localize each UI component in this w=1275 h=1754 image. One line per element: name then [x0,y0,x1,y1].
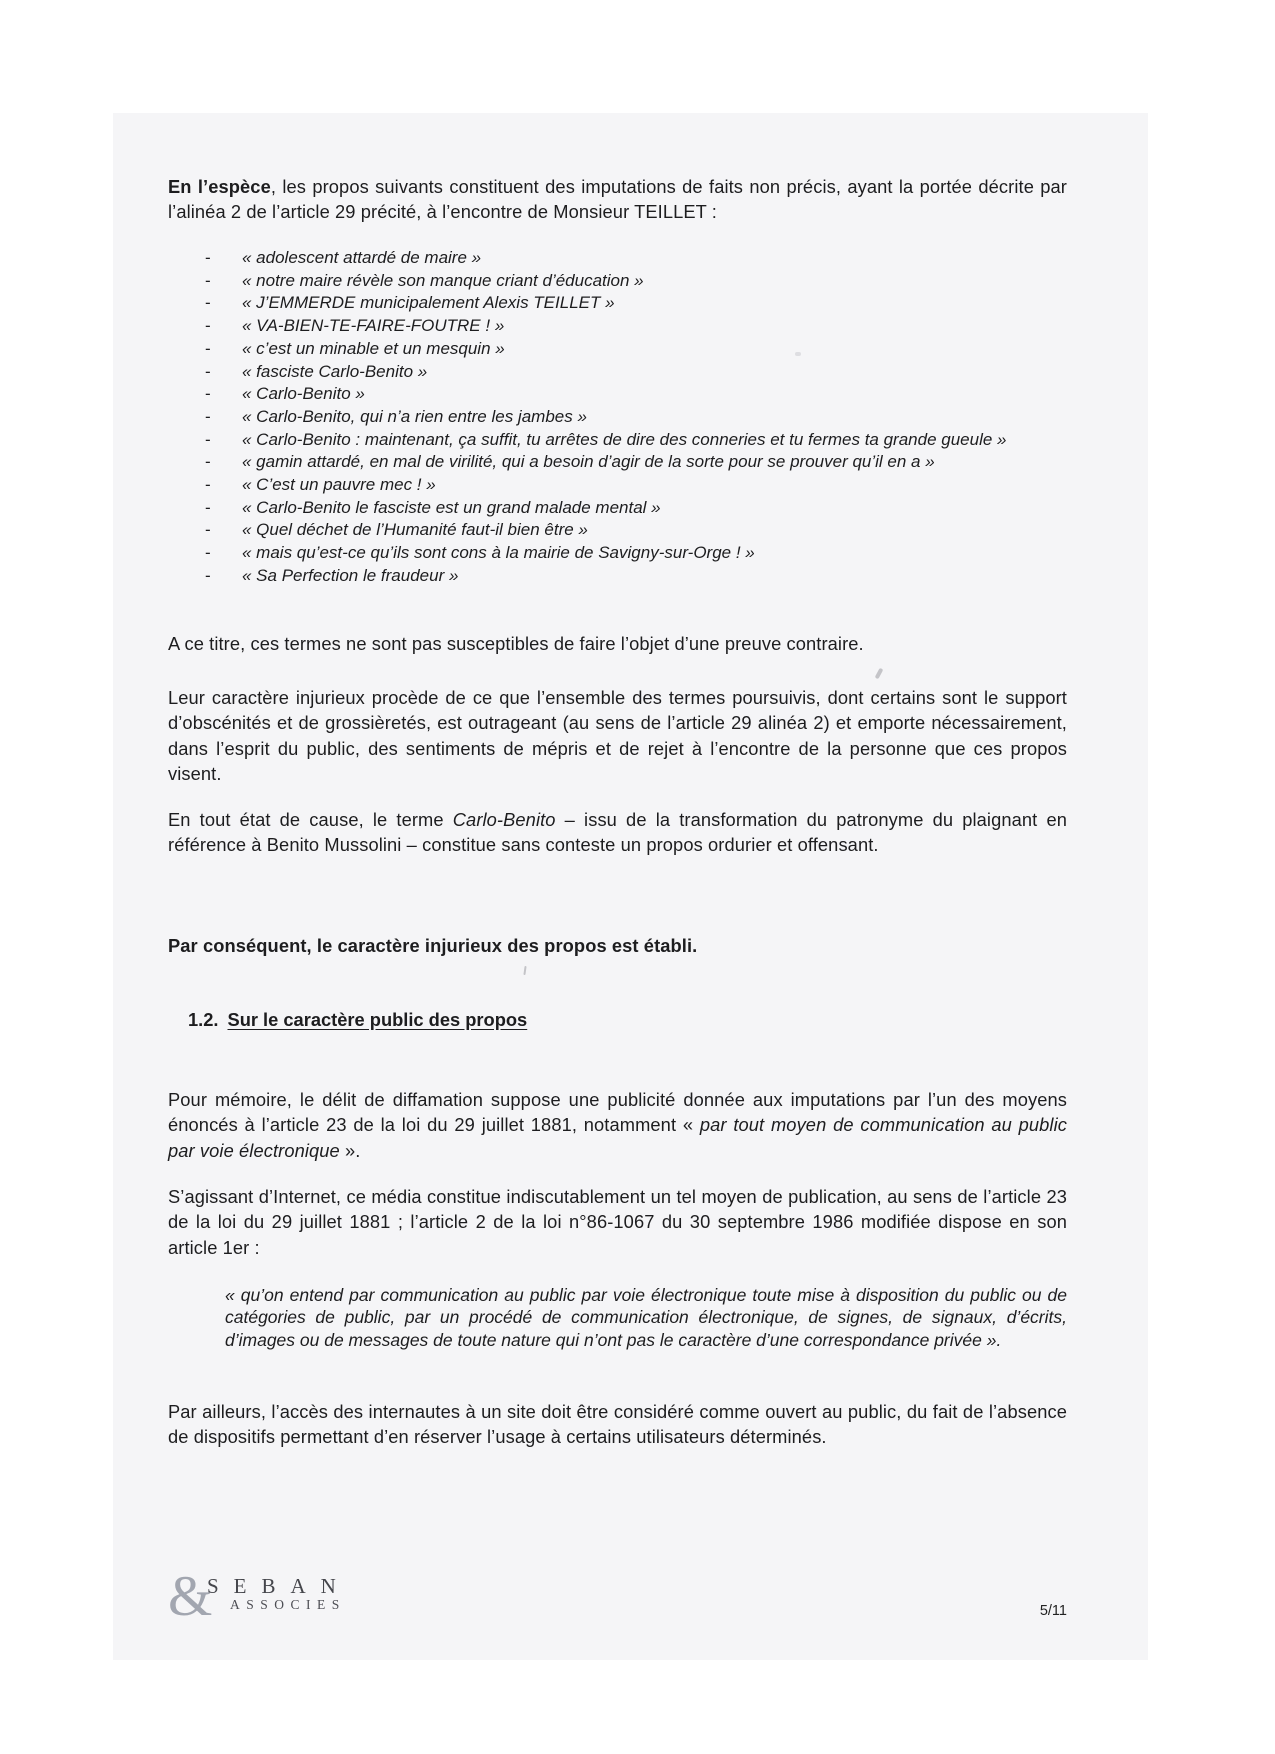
intro-bold-lead: En l’espèce [168,176,271,197]
paragraph-intro [168,174,1067,225]
quote-text: « gamin attardé, en mal de virilité, qui a besoin d’agir de la sorte pour se prouver qu’il en a » [242,452,935,472]
list-dash-marker: - [205,406,211,426]
quote-text: « Carlo-Benito le fasciste est un grand malade mental » [242,497,661,517]
paragraph-carlo-benito [168,807,1067,858]
paragraph-acces-internautes: Par ailleurs, l’accès des internautes à un site doit être considéré comme ouvert au public, du fait de l’absence de dispositifs permettant d’en réserver l’usage à certains utilisateurs déterminés. [168,1401,1067,1448]
quote-text: « c’est un minable et un mesquin » [242,338,505,358]
list-dash-marker: - [205,384,211,404]
quote-text: « C’est un pauvre mec ! » [242,475,436,495]
list-dash-marker: - [205,497,211,517]
list-item [205,497,1067,520]
list-dash-marker: - [205,338,211,358]
page-number: 5/11 [1039,1603,1067,1619]
legal-block-quote: « qu’on entend par communication au public par voie électronique toute mise à disposition du public ou de catégories de public, par un procédé de communication électronique, de signes, de signaux, d’écrits, d’images ou de messages de toute nature qui n’ont pas le caractère d’une correspondance privée ». [225,1285,1067,1350]
p6-pre: Pour mémoire, le délit de diffamation suppose une publicité donnée aux imputations par l’un des moyens énoncés à l’article 23 de la loi du 29 juillet 1881, notamment « [168,1089,1067,1136]
p4-pre: En tout état de cause, le terme [168,809,453,830]
list-dash-marker: - [205,429,211,449]
list-item [205,292,1067,315]
quote-text: « Quel déchet de l’Humanité faut-il bien être » [242,520,588,540]
quote-text: « J’EMMERDE municipalement Alexis TEILLET » [242,293,615,313]
section-title: Sur le caractère public des propos [227,1009,528,1030]
list-dash-marker: - [205,543,211,563]
list-item [205,429,1067,452]
list-item [205,315,1067,338]
list-dash-marker: - [205,361,211,381]
list-item [205,361,1067,384]
list-dash-marker: - [205,565,211,585]
paragraph-pour-memoire [168,1087,1067,1163]
paragraph-preuve: A ce titre, ces termes ne sont pas susceptibles de faire l’objet d’une preuve contraire. [168,633,864,654]
list-dash-marker: - [205,293,211,313]
quote-text: « VA-BIEN-TE-FAIRE-FOUTRE ! » [242,316,505,336]
logo-firm-name: SEBAN [207,1574,351,1598]
quote-text: « mais qu’est-ce qu’ils sont cons à la mairie de Savigny-sur-Orge ! » [242,543,755,563]
paragraph-caractere-injurieux: Leur caractère injurieux procède de ce que l’ensemble des termes poursuivis, dont certains sont le support d’obscénités et de grossièretés, est outrageant (au sens de l’article 29 alinéa 2) et emporte nécessairement, dans l’esprit du public, des sentiments de mépris et de rejet à l’encontre de la personne que ces propos visent. [168,687,1067,785]
list-item [205,565,1067,588]
section-heading-1-2 [188,1009,527,1031]
quote-text: « fasciste Carlo-Benito » [242,361,428,381]
section-number: 1.2. [188,1009,219,1030]
list-item [205,247,1067,270]
seban-associes-logo [168,1565,388,1628]
list-item [205,451,1067,474]
list-item [205,542,1067,565]
list-dash-marker: - [205,248,211,267]
list-item [205,383,1067,406]
scan-artifact [795,352,801,356]
quoted-statements-list [205,247,1067,588]
quote-text: « notre maire révèle son manque criant d’éducation » [242,270,644,290]
list-dash-marker: - [205,475,211,495]
quote-text: « adolescent attardé de maire » [242,248,482,267]
list-dash-marker: - [205,316,211,336]
list-dash-marker: - [205,520,211,540]
quote-text: « Carlo-Benito, qui n’a rien entre les jambes » [242,406,587,426]
list-item [205,270,1067,293]
logo-firm-subname: ASSOCIES [230,1597,346,1612]
intro-text: , les propos suivants constituent des imputations de faits non précis, ayant la portée décrite par l’alinéa 2 de l’article 29 précité, à l’encontre de Monsieur TEILLET : [168,176,1067,223]
p4-term-italic: Carlo-Benito [452,809,556,830]
p4-post: – issu de la transformation du patronyme du plaignant en référence à Benito Mussolini – constitue sans conteste un propos ordurier et offensant. [168,809,1067,856]
list-item [205,474,1067,497]
conclusion-statement: Par conséquent, le caractère injurieux des propos est établi. [168,935,698,956]
quote-text: « Carlo-Benito : maintenant, ça suffit, tu arrêtes de dire des conneries et tu fermes ta grande gueule » [242,429,1007,449]
list-item [205,406,1067,429]
p6-citation-italic: par tout moyen de communication au public par voie électronique [168,1114,1067,1161]
list-dash-marker: - [205,270,211,290]
quote-text: « Sa Perfection le fraudeur » [242,565,459,585]
list-dash-marker: - [205,452,211,472]
p6-post: ». [339,1139,361,1161]
logo-ampersand-icon: & [168,1565,213,1628]
paragraph-internet: S’agissant d’Internet, ce média constitue indiscutablement un tel moyen de publication, au sens de l’article 23 de la loi du 29 juillet 1881 ; l’article 2 de la loi n°86-1067 du 30 septembre 1986 modifiée dispose en son article 1er : [168,1186,1067,1258]
list-item [205,338,1067,361]
quote-text: « Carlo-Benito » [242,384,365,404]
list-item [205,519,1067,542]
